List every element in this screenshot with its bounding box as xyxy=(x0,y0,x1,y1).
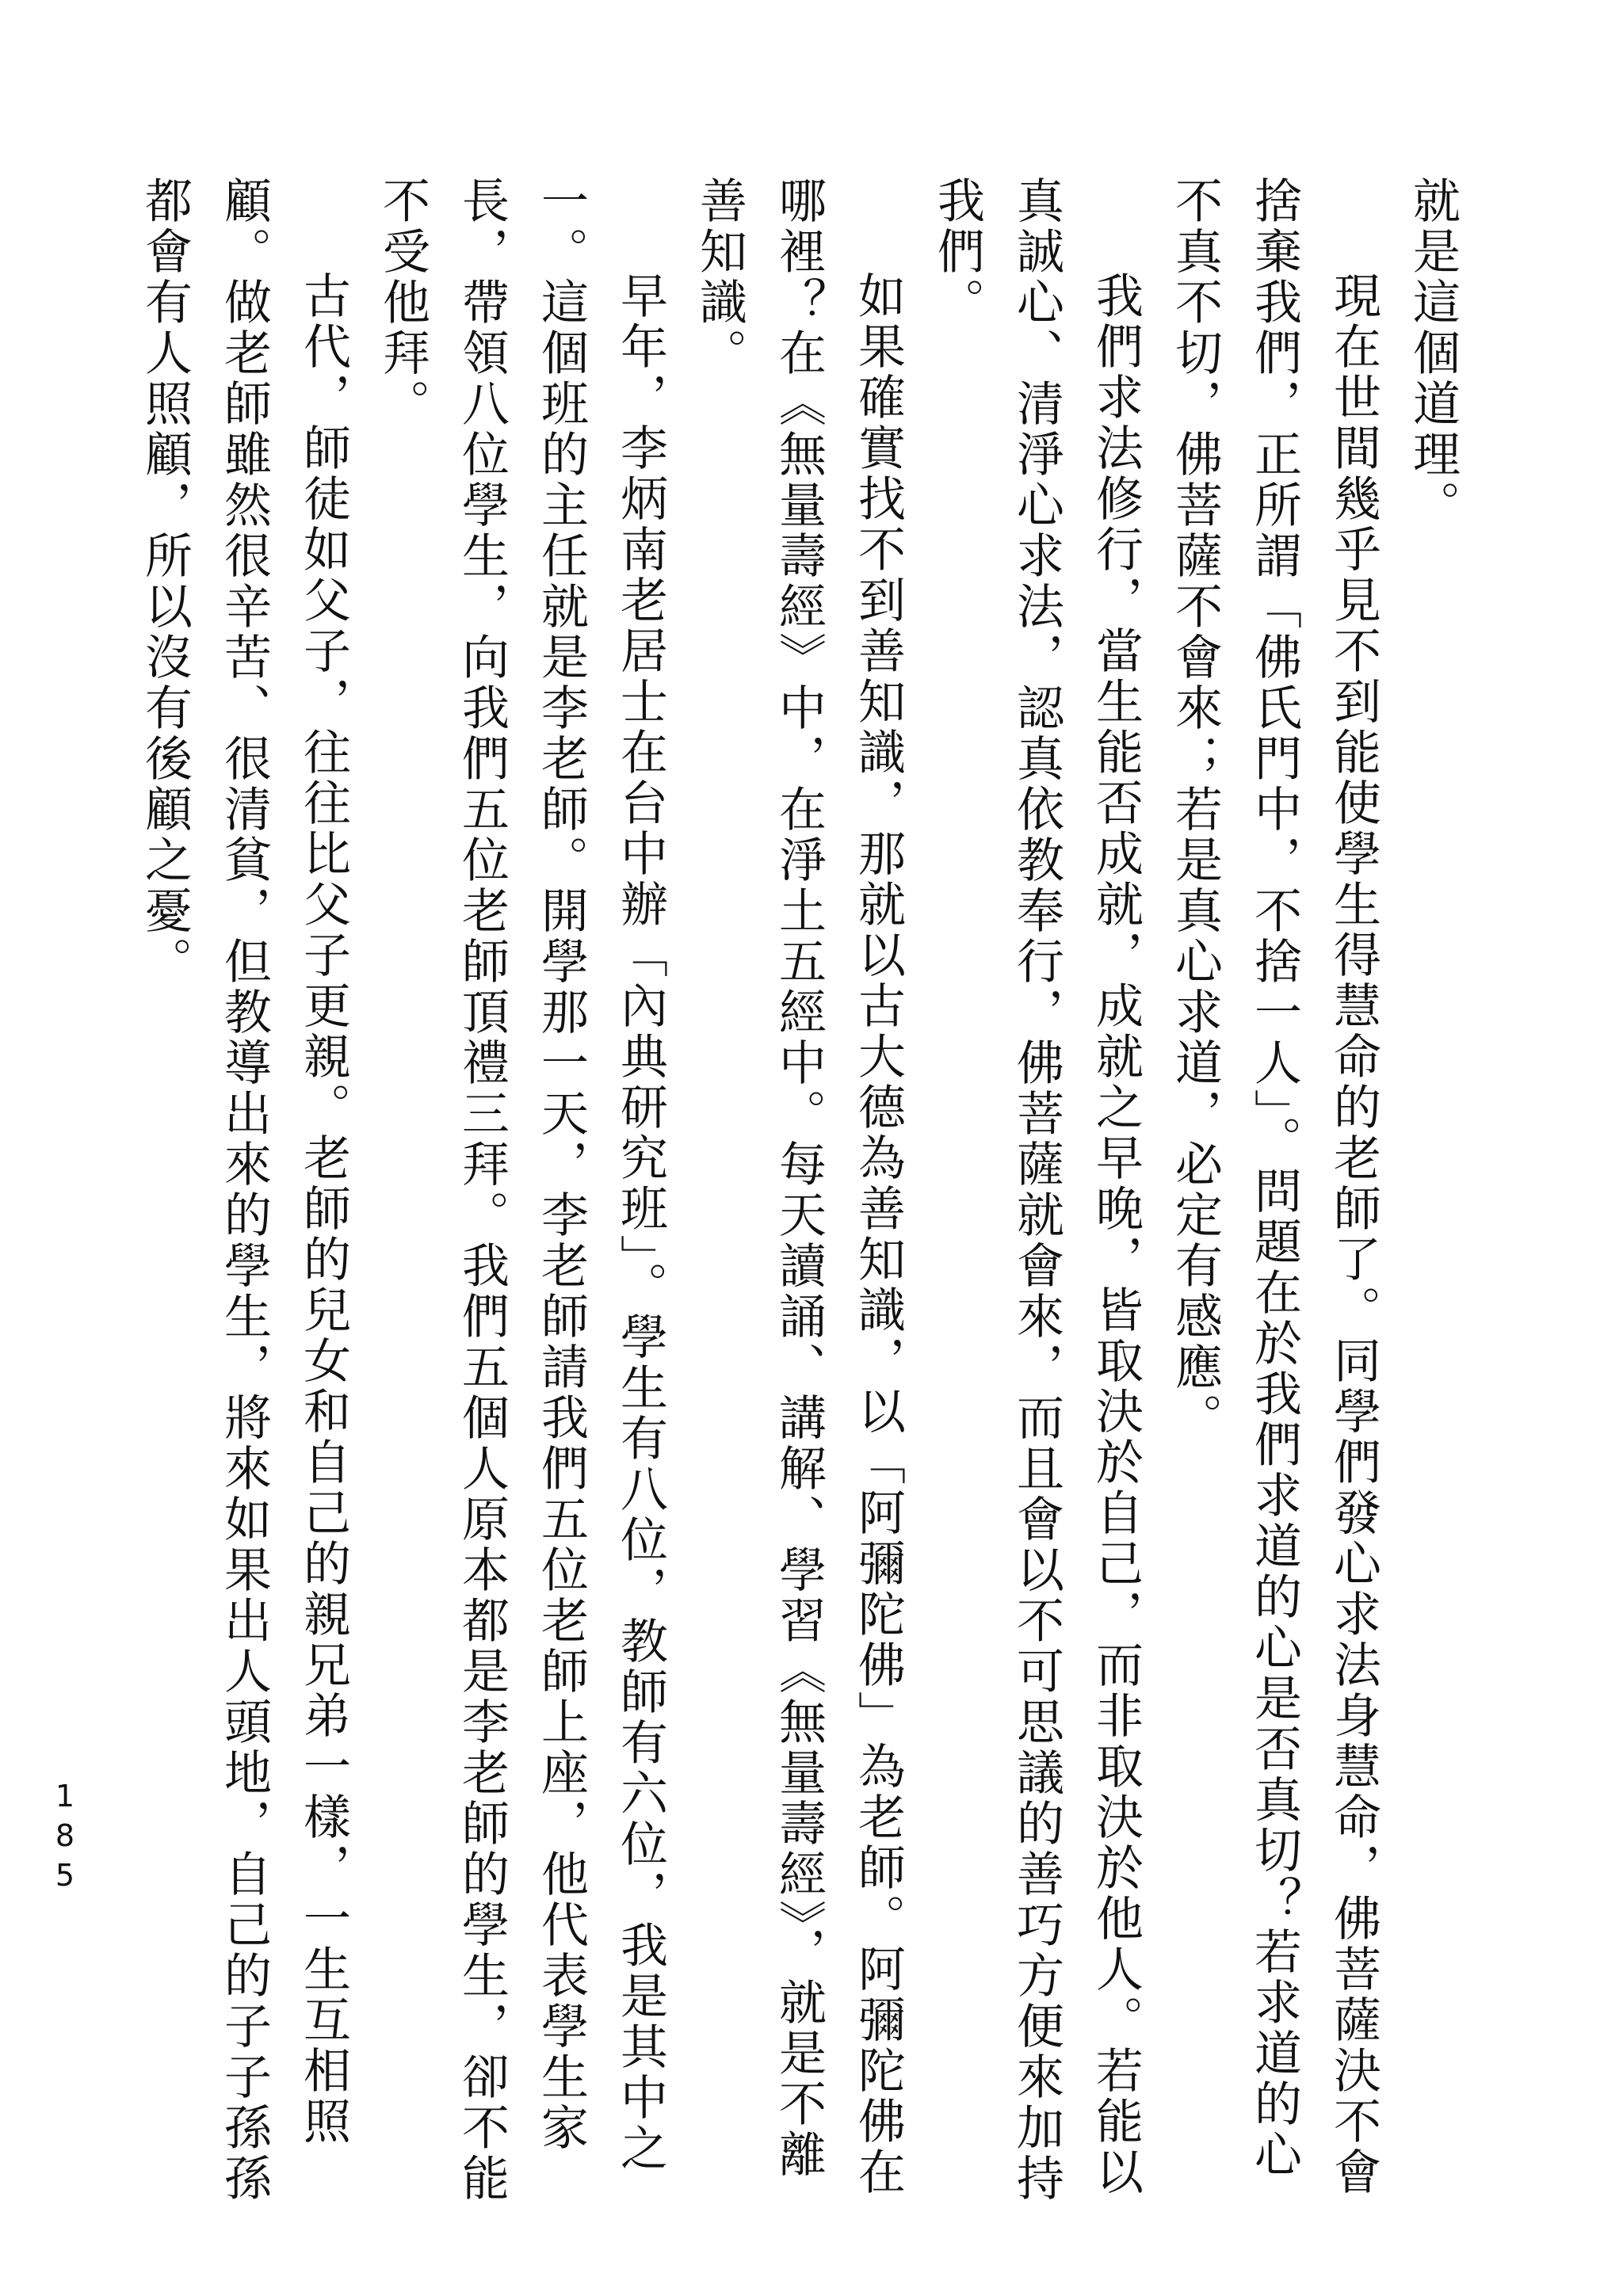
paragraph-3: 我們求法修行，當生能否成就，成就之早晚，皆取決於自己，而非取決於他人。若能以真誠心、清淨心求法，認真依教奉行，佛菩薩就會來，而且會以不可思議的善巧方便來加持我們。 xyxy=(930,176,1144,2204)
paragraph-1: 就是這個道理。 xyxy=(1405,176,1461,531)
body-text xyxy=(125,176,1472,2204)
page-number: 185 xyxy=(48,1779,82,1897)
paragraph-5: 早年，李炳南老居士在台中辦「內典研究班」。學生有八位，教師有六位，我是其中之一。這個班的主任就是李老師。開學那一天，李老師請我們五位老師上座，他代表學生家長，帶領八位學生，向我們五位老師頂禮三拜。我們五個人原本都是李老師的學生，卻不能不受他拜。 xyxy=(375,176,668,2204)
paragraph-2: 現在世間幾乎見不到能使學生得慧命的老師了。同學們發心求法身慧命，佛菩薩決不會捨棄我們，正所謂「佛氏門中，不捨一人」。問題在於我們求道的心是否真切？若求道的心不真不切，佛菩薩不會來；若是真心求道，必定有感應。 xyxy=(1167,176,1381,2198)
paragraph-4: 如果確實找不到善知識，那就以古大德為善知識，以「阿彌陀佛」為老師。阿彌陀佛在哪裡？在《無量壽經》中，在淨土五經中。每天讀誦、講解、學習《無量壽經》，就是不離善知識。 xyxy=(692,176,906,2198)
paragraph-6: 古代，師徒如父子，往往比父子更親。老師的兒女和自己的親兄弟一樣，一生互相照顧。做老師雖然很辛苦、很清貧，但教導出來的學生，將來如果出人頭地，自己的子子孫孫都會有人照顧，所以沒有後顧之憂。 xyxy=(137,176,351,2204)
